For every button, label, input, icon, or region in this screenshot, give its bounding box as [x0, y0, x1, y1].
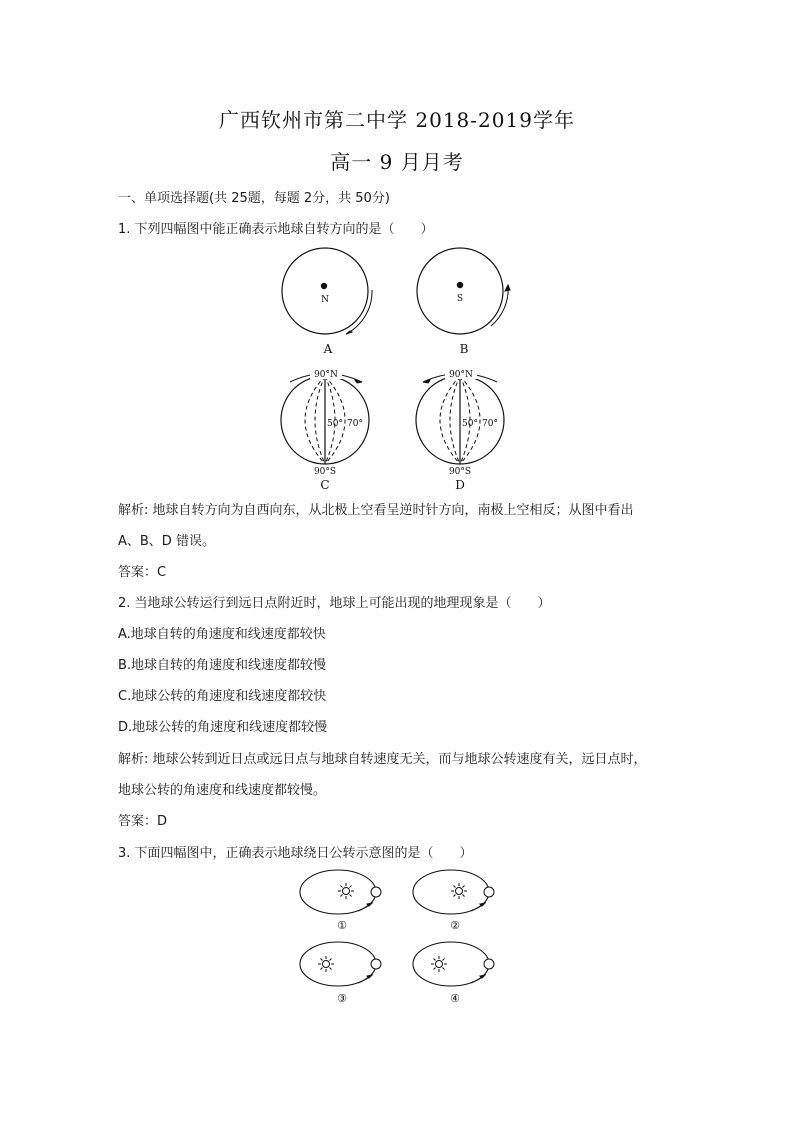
q3-figure-1 — [300, 870, 381, 932]
section-heading: 一、单项选择题(共 25题，每题 2分，共 50分) — [118, 191, 390, 206]
q1-d-top: 90°N — [449, 370, 473, 380]
q3-label-2: ② — [450, 919, 460, 932]
q1-c-label: C — [320, 478, 330, 492]
arrow-icon — [346, 331, 352, 334]
q1-c-mid2: 70° — [347, 419, 363, 429]
q2-analysis-line-2: 地球公转的角速度和线速度都较慢。 — [118, 783, 327, 798]
q3-label-1: ① — [337, 919, 347, 932]
arrow-icon — [505, 285, 510, 291]
q3-figure-2 — [413, 870, 494, 932]
q1-stem: 1. 下列四幅图中能正确表示地球自转方向的是（ ） — [118, 222, 434, 237]
title-line-1: 广西钦州市第二中学 2018-2019学年 — [219, 108, 575, 132]
earth-icon — [371, 959, 381, 969]
q1-figure-d — [416, 368, 504, 492]
q2-option-a: A.地球自转的角速度和线速度都较快 — [118, 627, 326, 642]
earth-icon — [484, 887, 494, 897]
q1-figure-c — [281, 368, 369, 492]
q3-label-3: ③ — [337, 992, 347, 1005]
q2-analysis-line-1: 解析: 地球公转到近日点或远日点与地球自转速度无关，而与地球公转速度有关，远日点时， — [118, 752, 647, 767]
q3-figure — [296, 866, 500, 1016]
q3-label-4: ④ — [450, 992, 460, 1005]
q3-figure-4 — [413, 942, 494, 1005]
q1-a-label: A — [323, 342, 333, 356]
q1-b-label: B — [459, 342, 469, 356]
q2-option-d: D.地球公转的角速度和线速度都较慢 — [118, 720, 328, 735]
q1-c-top: 90°N — [314, 370, 338, 380]
q1-d-bottom: 90°S — [448, 467, 472, 477]
earth-icon — [371, 887, 381, 897]
q1-b-pole: S — [456, 294, 464, 304]
sun-icon — [318, 956, 334, 972]
q1-d-mid2: 70° — [482, 419, 498, 429]
q1-analysis-line-1: 解析: 地球自转方向为自西向东，从北极上空看呈逆时针方向，南极上空相反；从图中看出 — [118, 503, 634, 518]
q1-figure-a — [282, 248, 372, 356]
q3-figure-3 — [300, 942, 381, 1005]
q1-c-mid1: 50° — [327, 419, 343, 429]
title-line-2: 高一 9 月月考 — [330, 150, 464, 174]
q1-d-label: D — [455, 478, 465, 492]
sun-icon — [338, 883, 354, 899]
q1-c-bottom: 90°S — [313, 467, 337, 477]
sun-icon — [431, 956, 447, 972]
q2-answer: 答案：D — [118, 814, 168, 829]
q1-figure — [270, 240, 530, 495]
q2-option-b: B.地球自转的角速度和线速度都较慢 — [118, 658, 327, 673]
q2-stem: 2. 当地球公转运行到远日点附近时，地球上可能出现的地理现象是（ ） — [118, 596, 551, 611]
q2-option-c: C.地球公转的角速度和线速度都较快 — [118, 689, 327, 704]
earth-icon — [484, 959, 494, 969]
q1-answer: 答案：C — [118, 565, 167, 580]
q1-a-pole: N — [321, 295, 329, 305]
q1-figure-b — [417, 248, 510, 356]
sun-icon — [451, 883, 467, 899]
q3-stem: 3. 下面四幅图中，正确表示地球绕日公转示意图的是（ ） — [118, 846, 473, 861]
q1-analysis-line-2: A、B、D 错误。 — [118, 534, 215, 549]
q1-d-mid1: 50° — [462, 419, 478, 429]
